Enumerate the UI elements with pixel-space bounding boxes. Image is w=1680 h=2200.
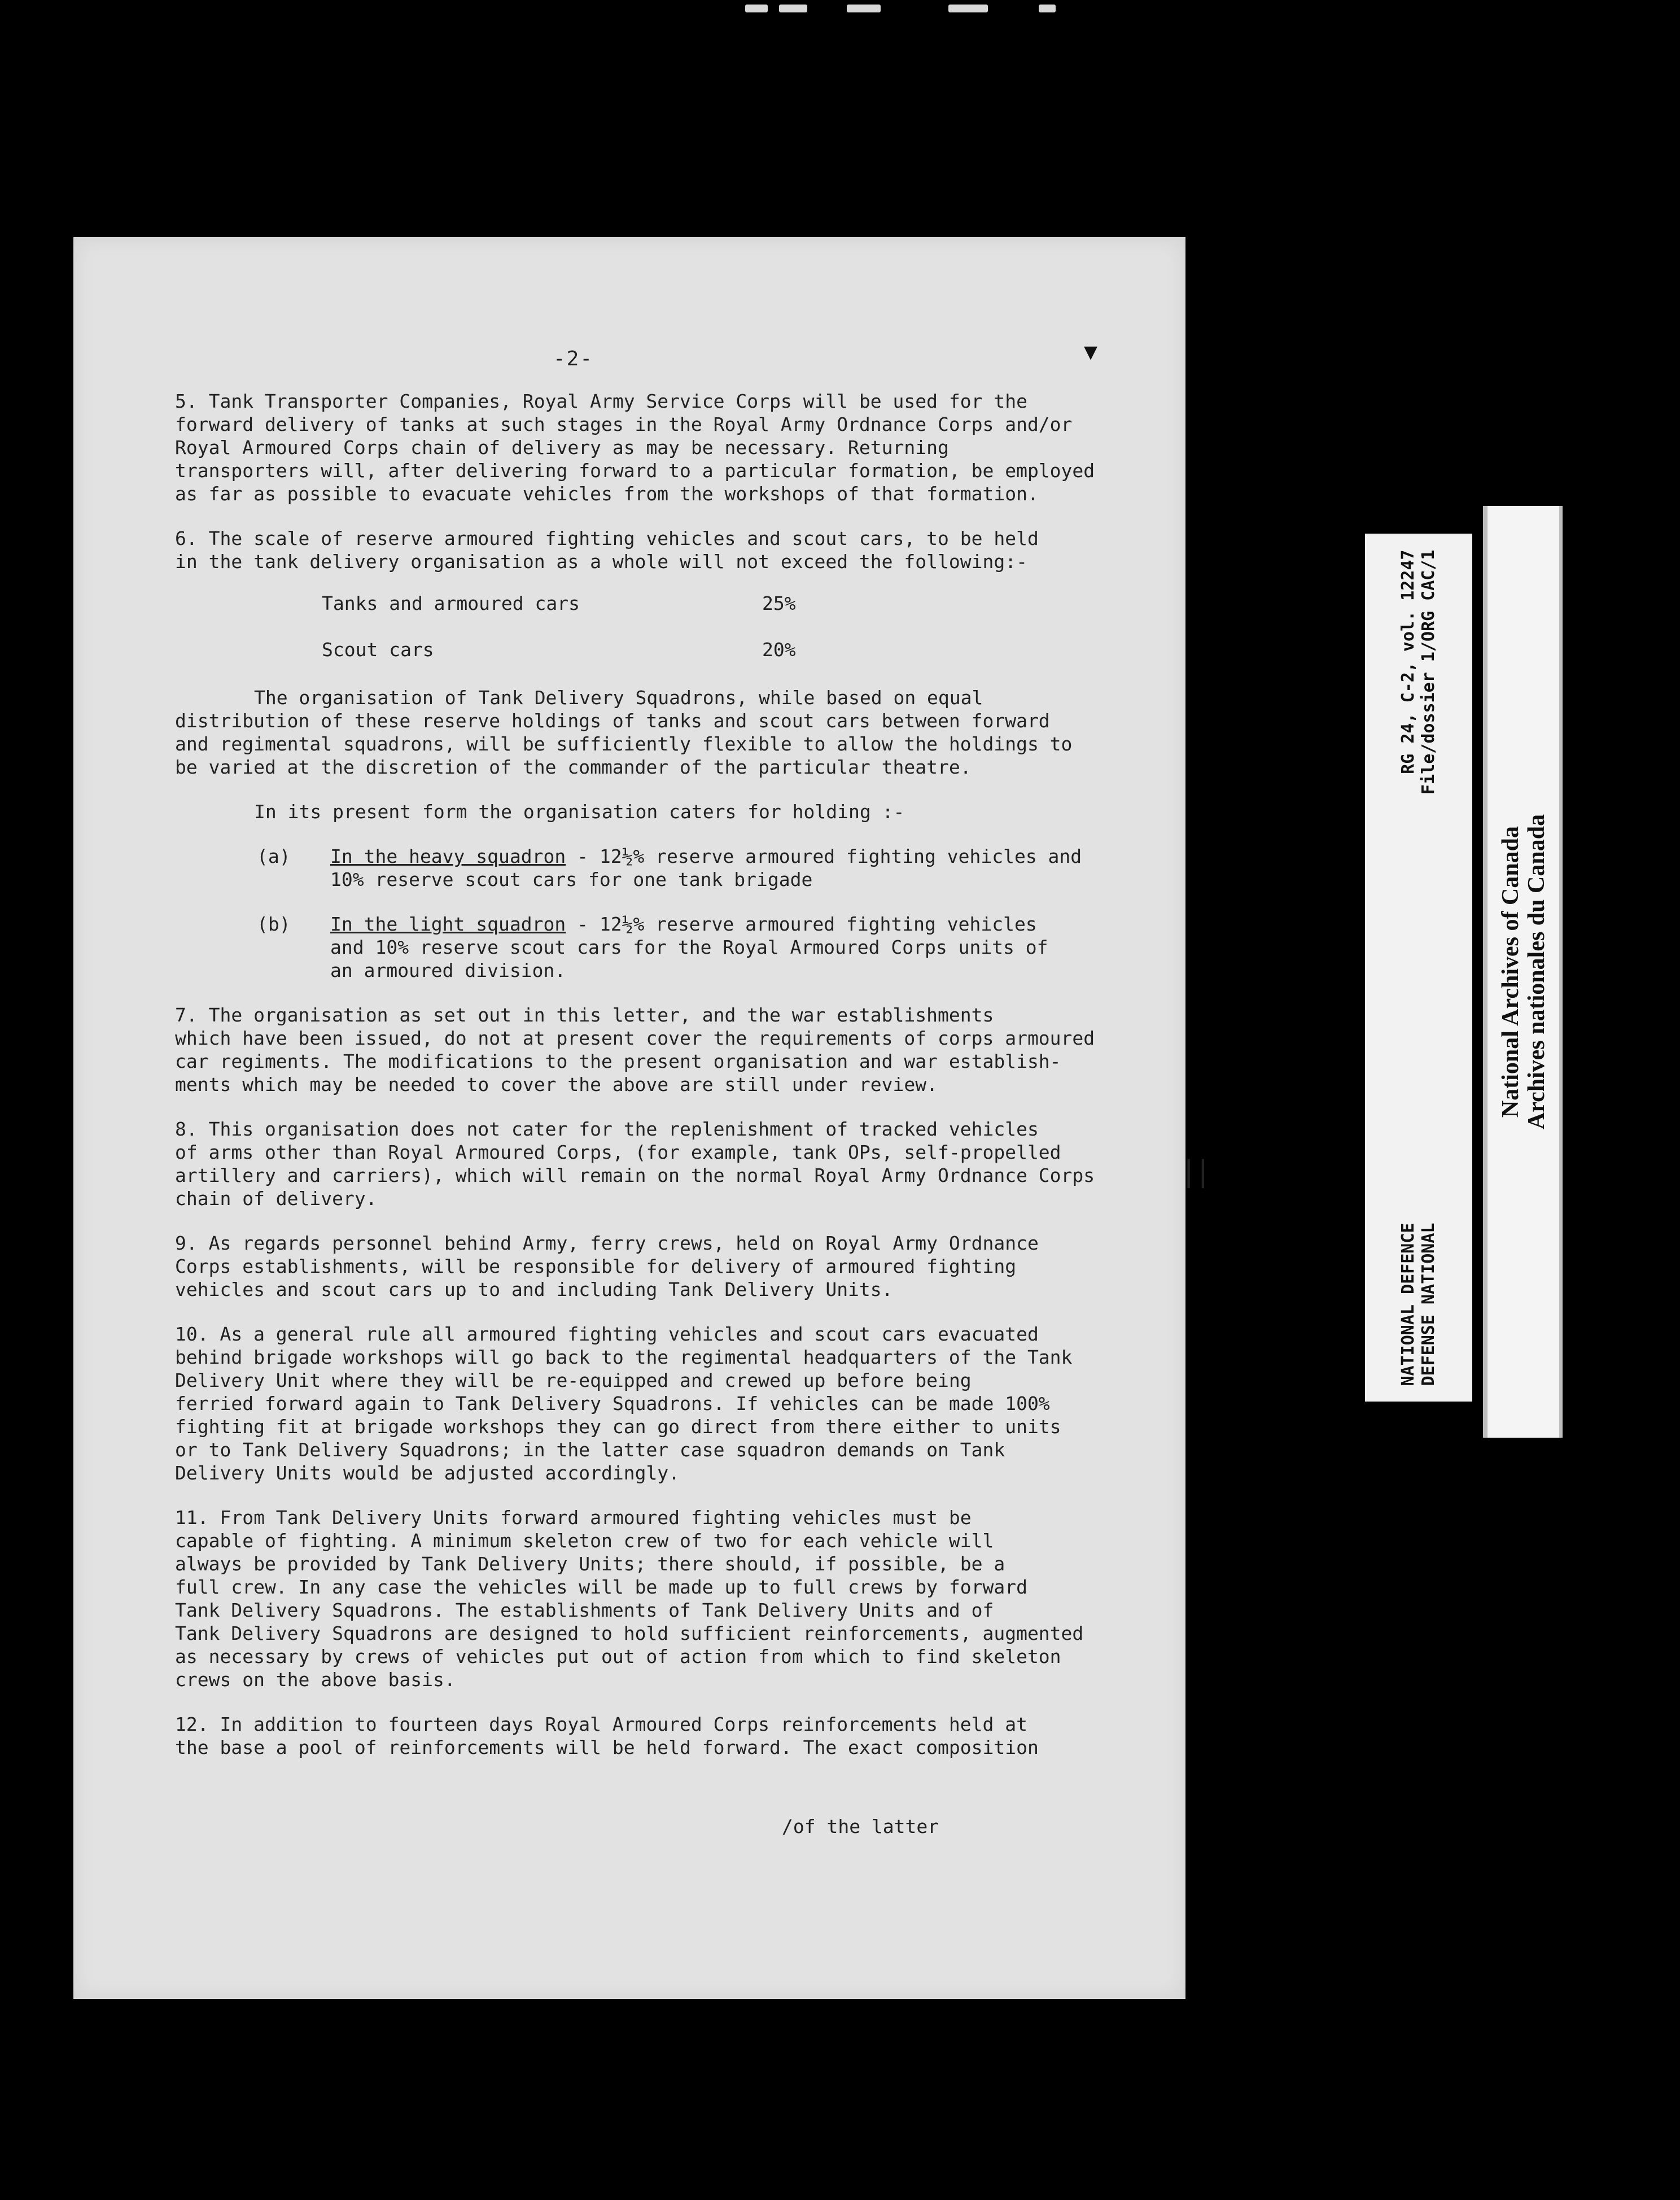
- label-rg-reference: RG 24, C-2, vol. 12247: [1398, 549, 1418, 774]
- label-defense-nationale: DEFENSE NATIONAL: [1419, 1223, 1438, 1386]
- archive-reference-label: [1365, 534, 1472, 1402]
- film-edge-marks: [734, 0, 1084, 23]
- margin-mark: ▼: [1084, 339, 1098, 365]
- paragraph-8: 8. This organisation does not cater for the replenishment of tracked vehicles of arms other than Royal Armoured Corps, (for example, tank OPs, self-propelled artillery and carriers), which will remain on the normal Royal Army Ordnance Corps chain of delivery.: [175, 1118, 1095, 1210]
- paragraph-10: 10. As a general rule all armoured fighting vehicles and scout cars evacuated behind brigade workshops will go back to the regimental headquarters of the Tank Delivery Unit where they will be re-equipped and crewed up before being ferried forward again to Tank Delivery Squadrons. If vehicles can be made 100% fighting fit at brigade workshops they can go direct from there either to units or to Tank Delivery Squadrons; in the latter case squadron demands on Tank Delivery Units would be adjusted accordingly.: [175, 1323, 1073, 1484]
- page-number: -2-: [553, 347, 594, 370]
- label-national-defence: NATIONAL DEFENCE: [1398, 1223, 1418, 1386]
- scale-row: Tanks and armoured cars 25%: [322, 592, 796, 614]
- paragraph-9: 9. As regards personnel behind Army, ferry crews, held on Royal Army Ordnance Corps establishments, will be responsible for delivery of armoured fighting vehicles and scout cars up to and including Tank Delivery Units.: [175, 1232, 1039, 1300]
- catchword: /of the latter: [782, 1815, 939, 1837]
- archive-name-en: National Archives of Canada: [1497, 826, 1524, 1118]
- paragraph-7: 7. The organisation as set out in this letter, and the war establishments which have been issued, do not at present cover the requirements of corps armoured car regiments. The modifications to the present organisation and war establish- ments which may be needed to cover the above are still under review.: [175, 1004, 1095, 1095]
- paragraph-5: 5. Tank Transporter Companies, Royal Army Service Corps will be used for the forward delivery of tanks at such stages in the Royal Army Ordnance Corps and/or Royal Armoured Corps chain of delivery as may be necessary. Returning transporters will, after delivering forward to a particular formation, be employed as far as possible to evacuate vehicles from the workshops of that formation.: [175, 390, 1095, 505]
- paragraph-11: 11. From Tank Delivery Units forward armoured fighting vehicles must be capable of fighting. A minimum skeleton crew of two for each vehicle will always be provided by Tank Delivery Units; there should, if possible, be a full crew. In any case the vehicles will be made up to full crews by forward Tank Delivery Squadrons. The establishments of Tank Delivery Units and of Tank Delivery Squadrons are designed to hold sufficient reinforcements, augmented as necessary by crews of vehicles put out of action from which to find skeleton crews on the above basis.: [175, 1507, 1084, 1691]
- scale-row: Scout cars 20%: [322, 638, 796, 661]
- paragraph-6c: In its present form the organisation caters for holding :-: [254, 801, 905, 823]
- list-item: (b) In the light squadron - 12½% reserve armoured fighting vehicles and 10% reserve scout cars for the Royal Armoured Corps units of an armoured division.: [257, 913, 1048, 981]
- document-body: [175, 390, 1146, 1780]
- paragraph-6: 6. The scale of reserve armoured fighting vehicles and scout cars, to be held in the tank delivery organisation as a whole will not exceed the following:-: [175, 527, 1039, 573]
- margin-bars: ||: [1180, 1155, 1209, 1189]
- archive-name-fr: Archives nationales du Canada: [1523, 814, 1550, 1130]
- scale-table: [175, 580, 1146, 673]
- list-item: (a) In the heavy squadron - 12½% reserve armoured fighting vehicles and 10% reserve scout cars for one tank brigade: [257, 845, 1082, 891]
- document-page: [73, 237, 1209, 1999]
- archive-stamp-label: [1483, 506, 1563, 1438]
- paragraph-6b: The organisation of Tank Delivery Squadrons, while based on equal distribution of these reserve holdings of tanks and scout cars between forward and regimental squadrons, will be sufficiently flexible to allow the holdings to be varied at the discretion of the commander of the particular theatre.: [175, 687, 1073, 778]
- label-file-reference: File/dossier 1/ORG CAC/1: [1419, 549, 1438, 795]
- paragraph-12: 12. In addition to fourteen days Royal Armoured Corps reinforcements held at the base a pool of reinforcements will be held forward. The exact composition: [175, 1713, 1039, 1758]
